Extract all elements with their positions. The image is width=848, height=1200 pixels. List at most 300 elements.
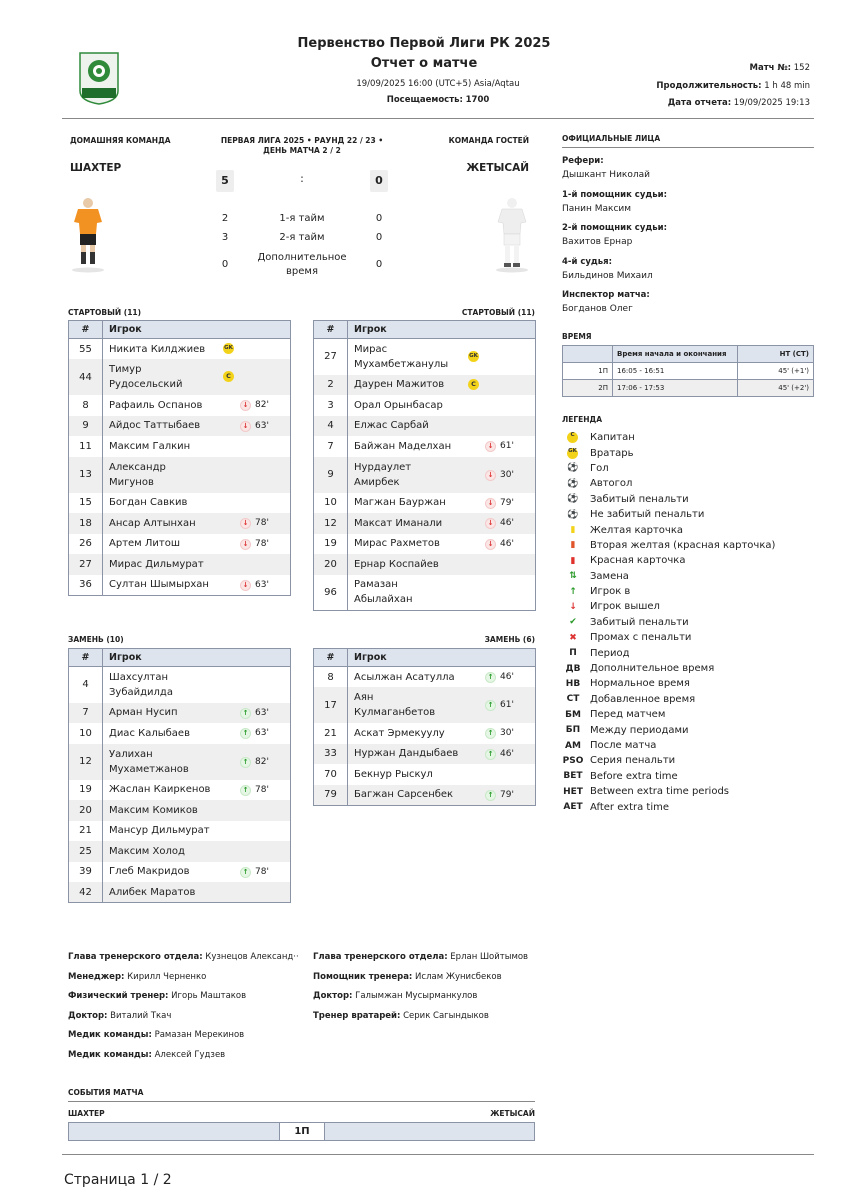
player-name: Максим Галкин [109,440,191,452]
period-label: 1-я тайм [279,213,325,224]
player-cell [103,575,291,596]
substitution-event [485,516,514,531]
substitution-event [240,578,269,593]
player-cell [348,785,536,806]
player-number: 8 [69,395,103,416]
player-number: 7 [69,703,103,724]
page-number: Страница 1 / 2 [64,1172,172,1188]
player-name: Магжан Бауржан [354,497,446,509]
staff-role: Глава тренерского отдела: [313,952,448,962]
legend-item [562,630,814,645]
official-role: 1-й помощник судьи: [562,189,667,200]
player-row [69,534,291,555]
staff-entry [313,968,543,988]
player-number: 42 [69,882,103,903]
home-kit-icon [70,194,106,278]
player-cell [103,862,291,883]
legend-item [562,753,814,768]
player-name: Айдос Таттыбаев [109,420,201,432]
staff-role: Доктор: [313,991,353,1001]
substitution-minute: 63' [255,579,269,590]
yellow-card-icon: ▮ [570,525,576,536]
substitution-minute: 30' [500,728,514,739]
substitution-event [485,468,514,483]
player-cell [348,744,536,765]
substitution-event [240,398,269,413]
player-number: 11 [69,436,103,457]
player-row [314,744,536,765]
staff-role: Тренер вратарей: [313,1010,401,1021]
staff-entry [68,987,298,1007]
legend-item [562,769,814,784]
player-cell [348,764,536,785]
player-out-icon: ↓ [240,580,251,591]
legend-label: Забитый пенальти [590,616,689,628]
official-entry [562,289,814,323]
official-name: Вахитов Ернар [562,237,633,247]
player-number: 9 [314,457,348,493]
staff-role: Физический тренер: [68,991,169,1001]
substitution-minute: 46' [500,538,514,549]
before-match-icon: БМ [565,709,581,720]
substitution-minute: 79' [500,789,514,800]
official-name: Бильдинов Михаил [562,270,653,281]
player-row [69,395,291,416]
player-row [69,841,291,862]
player-cell [348,436,536,457]
player-name: Мансур Дильмурат [109,825,210,837]
staff-role: Медик команды: [68,1030,152,1040]
player-cell [103,723,291,744]
substitution-minute: 78' [255,538,269,549]
player-name: Рафаиль Оспанов [109,399,203,411]
player-row [69,359,291,395]
report-date-label: Дата отчета: [667,98,732,108]
score-separator: : [300,172,304,185]
col-player: Игрок [103,649,291,667]
player-row [69,575,291,596]
player-row [314,493,536,514]
staff-entry [68,1046,298,1066]
player-out-icon: ↓ [485,518,496,529]
substitution-event [240,783,269,798]
player-out-icon: ↓ [569,601,577,612]
col-number: # [69,649,103,667]
player-in-icon: ↑ [485,672,496,683]
player-out-icon: ↓ [485,498,496,509]
penalty-miss-icon: ✖ [569,632,577,643]
player-name: Даурен Мажитов [354,379,445,391]
player-out-icon: ↓ [485,470,496,481]
substitution-event [485,537,514,552]
player-number: 17 [314,687,348,723]
away-team-label: КОМАНДА ГОСТЕЙ [448,136,529,145]
official-entry [562,155,814,189]
staff-entry [313,987,543,1007]
player-number: 55 [69,339,103,360]
player-cell [348,687,536,723]
player-name: Орал Орынбасар [354,399,443,411]
player-number: 20 [69,800,103,821]
legend-label: Нормальное время [590,678,690,690]
legend-item [562,707,814,722]
away-team-name: ЖЕТЫСАЙ [466,162,529,174]
duration-value: 1 h 48 min [764,81,810,91]
player-row [69,703,291,724]
official-role: 4-й судья: [562,256,613,267]
officials-divider [562,147,814,148]
player-name: Никита Килджиев [109,343,206,355]
player-name: Арман Нусип [109,707,178,719]
player-out-icon: ↓ [240,400,251,411]
player-name: Нуржан Дандыбаев [354,748,459,760]
player-number: 21 [314,723,348,744]
events-title: СОБЫТИЯ МАТЧА [68,1088,144,1097]
player-cell [348,395,536,416]
player-row [69,780,291,801]
player-name: Тимур Рудосельский [109,364,183,390]
player-name: Глеб Макридов [109,866,190,878]
legend-title: ЛЕГЕНДА [562,415,603,424]
staff-name: Кирилл Черненко [127,971,207,982]
staff-name: Виталий Ткач [110,1010,172,1021]
time-col-ht: HT (CT) [738,346,814,363]
legend-item [562,738,814,753]
time-ht: 45' (+2') [738,380,814,397]
player-cell [348,493,536,514]
player-row [69,882,291,903]
time-period: 1П [563,363,613,380]
player-in-icon: ↑ [569,586,577,597]
legend-item [562,645,814,660]
officials-list [562,155,814,323]
between-extra-time-icon: HET [563,786,583,797]
col-number: # [69,321,103,339]
player-number: 3 [314,395,348,416]
player-number: 2 [314,375,348,396]
player-number: 96 [314,575,348,611]
staff-name: Алексей Гудзев [154,1049,226,1060]
substitution-minute: 82' [255,400,269,411]
staff-name: Галымжан Мусырманкулов [355,991,478,1001]
player-out-icon: ↓ [485,539,496,550]
official-name: Панин Максим [562,203,632,214]
between-periods-icon: БП [565,725,581,736]
legend-label: Вратарь [590,447,634,459]
legend-item [562,661,814,676]
penalty-scored-icon: ⚽ [567,494,579,505]
player-cell [348,534,536,555]
goal-icon: ⚽ [567,463,579,474]
table-header-row [69,321,291,339]
player-number: 18 [69,513,103,534]
substitution-minute: 30' [500,469,514,480]
player-name: Уалихан Мухаметжанов [109,748,189,775]
staff-name: Ерлан Шойтымов [450,952,529,962]
player-in-icon: ↑ [240,757,251,768]
home-starting-label: СТАРТОВЫЙ (11) [68,308,142,317]
player-cell [348,339,536,375]
substitution-minute: 63' [255,420,269,431]
goalkeeper-icon: GK [468,351,479,362]
legend-item [562,784,814,799]
penalty-check-icon: ✔ [569,617,577,628]
player-row [314,764,536,785]
events-away-team: ЖЕТЫСАЙ [490,1109,535,1118]
staff-name: Серик Сагындыков [403,1010,489,1021]
player-row [314,457,536,493]
legend-item [562,492,814,507]
match-duration [656,81,810,91]
match-number [750,63,810,73]
legend-label: Before extra time [590,770,678,782]
legend-label: Период [590,647,630,659]
player-cell [103,339,291,360]
player-name: Байжан Маделхан [354,440,452,452]
substitution-minute: 46' [500,518,514,529]
footer-divider [62,1154,814,1155]
player-row [314,339,536,375]
period-home-score: 0 [221,259,229,270]
match-number-value: 152 [793,63,810,73]
player-row [314,785,536,806]
away-kit-icon [494,194,530,278]
staff-entry [313,948,543,968]
substitution-event [485,439,514,454]
col-number: # [314,649,348,667]
player-cell [103,800,291,821]
player-number: 7 [314,436,348,457]
legend-label: Не забитый пенальти [590,509,705,521]
report-subtitle: Отчет о матче [370,56,478,71]
player-row [69,821,291,842]
time-title: ВРЕМЯ [562,332,592,341]
legend-item [562,553,814,568]
official-entry [562,189,814,223]
player-number: 13 [69,457,103,493]
player-in-icon: ↑ [240,867,251,878]
player-name: Максим Комиков [109,804,198,816]
substitution-event [485,670,514,685]
after-extra-time-icon: AET [563,802,583,813]
player-row [69,339,291,360]
player-name: Султан Шымырхан [109,579,209,590]
player-name: Мирас Мухамбетжанулы [354,343,449,370]
player-number: 20 [314,554,348,575]
substitution-icon: ⇅ [569,571,577,582]
player-name: Бекнур Рыскул [354,768,433,780]
substitution-event [485,747,514,762]
extra-time-icon: ДВ [565,663,581,674]
substitution-minute: 79' [500,497,514,508]
player-row [69,457,291,493]
legend-item [562,522,814,537]
legend-label: Перед матчем [590,709,666,721]
match-datetime: 19/09/2025 16:00 (UTC+5) Asia/Aqtau [356,79,520,89]
player-name: Елжас Сарбай [354,420,429,432]
player-in-icon: ↑ [485,700,496,711]
player-cell [348,513,536,534]
period-label: Дополнительное время [257,252,347,277]
player-out-icon: ↓ [240,518,251,529]
player-cell [103,395,291,416]
time-range: 17:06 - 17:53 [613,380,738,397]
legend-label: Игрок вышел [590,601,660,613]
player-name: Артем Литош [109,538,181,550]
player-row [314,436,536,457]
substitution-event [240,755,269,770]
captain-icon: C [468,379,479,390]
player-out-icon: ↓ [485,441,496,452]
legend-label: Between extra time periods [590,786,730,798]
legend-label: Серия пенальти [590,755,676,767]
staff-name: Ислам Жунисбеков [415,971,502,982]
player-number: 27 [69,554,103,575]
legend-item [562,615,814,630]
player-in-icon: ↑ [485,749,496,760]
substitution-event [485,788,514,803]
player-in-icon: ↑ [485,728,496,739]
substitution-event [240,726,269,741]
attendance-label: Посещаемость: [386,95,463,105]
period-icon: П [569,648,577,659]
player-name: Александр Мигунов [109,461,166,488]
legend-label: Между периодами [590,724,689,736]
events-period: 1П [279,1123,325,1140]
goalkeeper-icon: GK [223,343,234,354]
time-range: 16:05 - 16:51 [613,363,738,380]
player-number: 70 [314,764,348,785]
player-cell [348,575,536,611]
before-extra-time-icon: BET [563,771,583,782]
player-cell [103,554,291,575]
player-row [69,416,291,437]
player-in-icon: ↑ [240,728,251,739]
player-cell [103,882,291,903]
player-out-icon: ↓ [240,539,251,550]
legend-item [562,445,814,460]
player-row [314,375,536,396]
substitution-minute: 46' [500,748,514,759]
home-score: 5 [216,170,234,192]
staff-name: Игорь Маштаков [171,991,247,1001]
player-number: 15 [69,493,103,514]
player-out-icon: ↓ [240,421,251,432]
staff-entry [68,968,298,988]
player-row [69,744,291,780]
substitution-minute: 78' [255,518,269,529]
player-number: 10 [314,493,348,514]
away-subs-label: ЗАМЕНЬ (6) [484,635,535,644]
player-number: 33 [314,744,348,765]
staff-role: Глава тренерского отдела: [68,952,203,962]
official-role: 2-й помощник судьи: [562,223,667,233]
player-number: 36 [69,575,103,596]
normal-time-icon: НВ [565,678,581,689]
player-number: 9 [69,416,103,437]
events-divider [68,1101,535,1102]
player-name: Асылжан Асатулла [354,671,455,683]
red-card-icon: ▮ [570,555,576,566]
legend-label: Замена [590,570,629,582]
player-row [314,513,536,534]
legend-label: Гол [590,462,609,474]
legend-label: Добавленное время [590,693,696,705]
player-cell [103,493,291,514]
home-team-label: ДОМАШНЯЯ КОМАНДА [70,136,171,145]
home-staff-list [68,948,298,1065]
player-name: Мирас Рахметов [354,538,440,550]
away-staff-list [313,948,543,1026]
player-number: 12 [69,744,103,780]
player-name: Рамазан Абылайхан [354,579,413,606]
legend-item [562,507,814,522]
col-number: # [314,321,348,339]
staff-role: Медик команды: [68,1049,152,1060]
player-number: 10 [69,723,103,744]
player-number: 26 [69,534,103,555]
legend-item [562,430,814,445]
legend-item [562,692,814,707]
time-ht: 45' (+1') [738,363,814,380]
official-entry [562,222,814,256]
player-name: Шахсултан Зубайдилда [109,671,173,698]
player-cell [103,667,291,703]
player-row [314,416,536,437]
legend-item [562,569,814,584]
time-row [563,363,814,380]
player-row [69,723,291,744]
player-number: 39 [69,862,103,883]
legend-item [562,461,814,476]
substitution-event [240,419,269,434]
period-home-score: 2 [221,213,229,224]
player-row [314,575,536,611]
player-row [69,667,291,703]
table-header-row [69,649,291,667]
legend-item [562,722,814,737]
legend-label: Забитый пенальти [590,493,689,505]
legend-label: Желтая карточка [590,524,683,536]
legend-item [562,799,814,814]
captain-icon: C [567,432,578,443]
player-name: Алибек Маратов [109,886,196,898]
staff-entry [68,1007,298,1027]
player-cell [103,744,291,780]
substitution-minute: 82' [255,756,269,767]
legend-label: After extra time [590,801,670,813]
away-starting-label: СТАРТОВЫЙ (11) [461,308,535,317]
player-row [69,493,291,514]
substitution-minute: 46' [500,672,514,682]
player-row [314,667,536,688]
time-col-period [563,346,613,363]
legend-label: Промах с пенальти [590,632,692,644]
player-name: Максат Иманали [354,517,443,529]
added-time-icon: СТ [566,694,580,705]
player-number: 19 [69,780,103,801]
match-number-label: Матч №: [749,63,792,73]
staff-entry [68,948,298,968]
period-home-score: 3 [221,232,229,243]
substitution-minute: 78' [255,866,269,877]
after-match-icon: АМ [565,740,581,751]
official-name: Дышкант Николай [562,170,650,180]
own-goal-icon: ⚽ [567,478,579,489]
substitution-minute: 61' [500,700,514,710]
legend-label: Автогол [590,478,633,490]
time-col-start: Время начала и окончания [613,346,738,363]
